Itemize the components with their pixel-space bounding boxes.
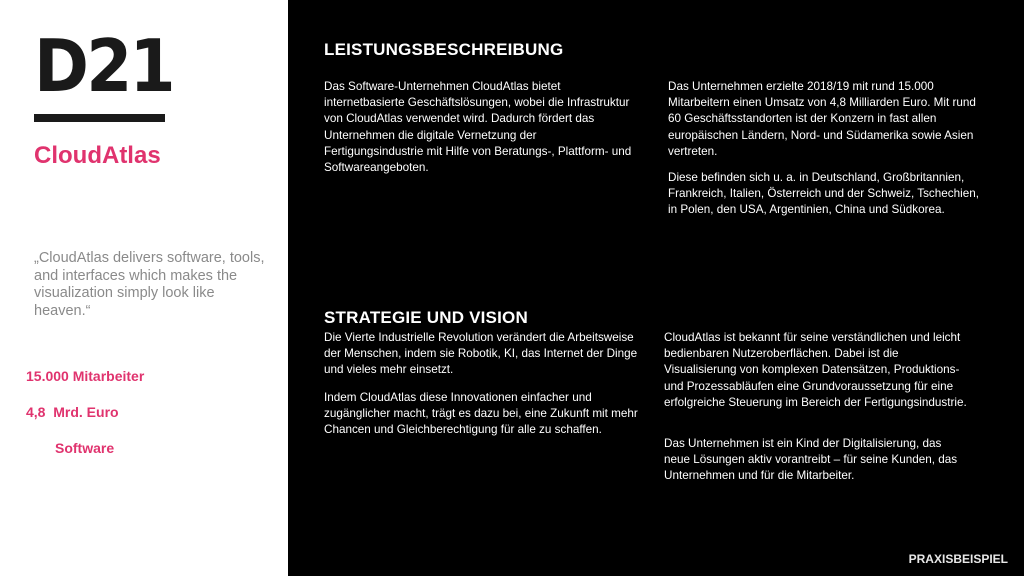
logo-underline: [34, 114, 165, 122]
strategie-col1-p2: Indem CloudAtlas diese Innovationen einfacher und zugänglicher macht, trägt es dazu bei, eine Zukunft mit mehr Chancen und Gleichberechtigung für alle zu schaffen.: [324, 391, 638, 437]
stat-employees: 15.000 Mitarbeiter: [26, 368, 145, 384]
leistung-col2-p2: Diese befinden sich u. a. in Deutschland, Großbritannien, Frankreich, Italien, Österreich und der Schweiz, Tschechien, in Polen, den USA, Argentinien, China und Südkorea.: [668, 171, 979, 217]
leistung-col2-p1: Das Unternehmen erzielte 2018/19 mit rund 15.000 Mitarbeitern einen Umsatz von 4,8 Milliarden Euro. Mit rund 60 Geschäftsstandorten ist der Konzern in fast allen europäischen Ländern, Nord- und Südamerika sowie Asien vertreten.: [668, 80, 976, 158]
main-content: [288, 0, 1024, 576]
stat-sector: Software: [55, 440, 115, 456]
company-name: CloudAtlas: [34, 142, 161, 169]
strategie-col1-p1: Die Vierte Industrielle Revolution verändert die Arbeitsweise der Menschen, indem sie Robotik, KI, das Internet der Dinge und vieles mehr einsetzt.: [324, 331, 638, 377]
strategie-col2-p1: CloudAtlas ist bekannt für seine verständlichen und leicht bedienbaren Nutzeroberflächen. Dabei ist die Visualisierung von komplexen Datensätzen, Produktions- und Prozessabläufen eine Grundvoraussetzung für eine erfolgreiche Steuerung im Bereich der Fertigungsindustrie.: [664, 331, 967, 409]
company-quote: „CloudAtlas delivers software, tools, and interfaces which makes the visualization simply look like heaven.“: [34, 250, 265, 319]
logo-text: D21: [34, 24, 173, 108]
strategie-col2-p2: Das Unternehmen ist ein Kind der Digitalisierung, das neue Lösungen aktiv vorantreibt – für seine Kunden, das Unternehmen und für die Mitarbeiter.: [664, 437, 958, 483]
d21-logo: [34, 24, 173, 108]
strategie-heading: STRATEGIE UND VISION: [324, 308, 528, 327]
leistung-col1: Das Software-Unternehmen CloudAtlas bietet internetbasierte Geschäftslösungen, wobei die Infrastruktur von CloudAtlas verwendet wird. Dadurch fördert das Unternehmen die digitale Vernetzung der Fertigungsindustrie mit Hilfe von Beratungs-, Plattform- und Softwareangeboten.: [324, 80, 632, 175]
footer-label: PRAXISBEISPIEL: [908, 552, 1008, 566]
sidebar-panel: [0, 0, 288, 576]
leistung-heading: LEISTUNGSBESCHREIBUNG: [324, 40, 564, 59]
stat-revenue: 4,8 Mrd. Euro: [26, 404, 119, 420]
